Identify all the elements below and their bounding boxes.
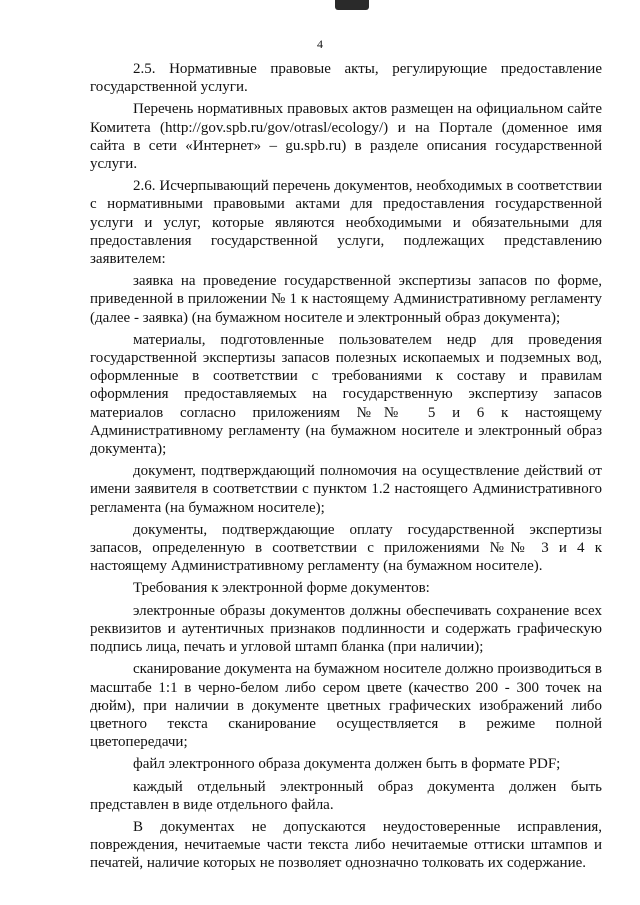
paragraph-separate-file: каждый отдельный электронный образ документа должен быть представлен в виде отдельного файла. — [90, 778, 602, 813]
paragraph-no-corrections: В документах не допускаются неудостоверенные исправления, повреждения, нечитаемые части текста либо нечитаемые оттиски штампов и печатей, наличие которых не позволяет однозначно толковать их содержание. — [90, 818, 602, 872]
paragraph-authority-document: документ, подтверждающий полномочия на осуществление действий от имени заявителя в соответствии с пунктом 1.2 настоящего Административного регламента (на бумажном носителе); — [90, 463, 602, 516]
page-number: 4 — [317, 37, 323, 51]
scan-binding-mark — [335, 0, 369, 10]
paragraph-payment-documents: документы, подтверждающие оплату государственной экспертизы запасов, определенную в соответствии с приложениями №№ 3 и 4 к настоящему Административному регламенту (на бумажном носителе). — [90, 521, 602, 575]
document-body — [90, 60, 602, 873]
paragraph-subsoil-materials: материалы, подготовленные пользователем недр для проведения государственной экспертизы запасов полезных ископаемых и подземных вод, оформленные в соответствии с требованиями к составу и правилам оформления предоставляемых на государственную экспертизу запасов материалов согласно приложениям №№ 5 и 6 к настоящему Административному регламенту (на бумажном носителе и электронный образ документа); — [90, 331, 602, 458]
paragraph-application-form: заявка на проведение государственной экспертизы запасов по форме, приведенной в приложении № 1 к настоящему Административному регламенту (далее - заявка) (на бумажном носителе и электронный образ документа); — [90, 273, 602, 326]
paragraph-pdf-format: файл электронного образа документа должен быть в формате PDF; — [133, 756, 561, 773]
paragraph-2-5-heading: 2.5. Нормативные правовые акты, регулирующие предоставление государственной услуги. — [90, 61, 602, 96]
paragraph-legal-acts-list: Перечень нормативных правовых актов размещен на официальном сайте Комитета (http://gov.spb.ru/gov/otrasl/ecology/) и на Портале (доменное имя сайта в сети «Интернет» – gu.spb.ru) в разделе описания государственной услуги. — [90, 101, 602, 173]
paragraph-electronic-requirements-heading: Требования к электронной форме документов: — [133, 580, 430, 597]
paragraph-scanning-rules: сканирование документа на бумажном носителе должно производиться в масштабе 1:1 в черно-белом либо сером цвете (качество 200 - 300 точек на дюйм), при наличии в документе цветных графических изображений либо цветного текста сканирование осуществляется в режиме полной цветопередачи; — [90, 661, 602, 751]
paragraph-2-6-heading: 2.6. Исчерпывающий перечень документов, необходимых в соответствии с нормативными правовыми актами для предоставления государственной услуги и услуг, которые являются необходимыми и обязательными для предоставления государственной услуги, подлежащих представлению заявителем: — [90, 178, 602, 268]
paragraph-electronic-images: электронные образы документов должны обеспечивать сохранение всех реквизитов и аутентичных признаков подлинности и содержать графическую подпись лица, печать и угловой штамп бланка (при наличии); — [90, 602, 602, 656]
